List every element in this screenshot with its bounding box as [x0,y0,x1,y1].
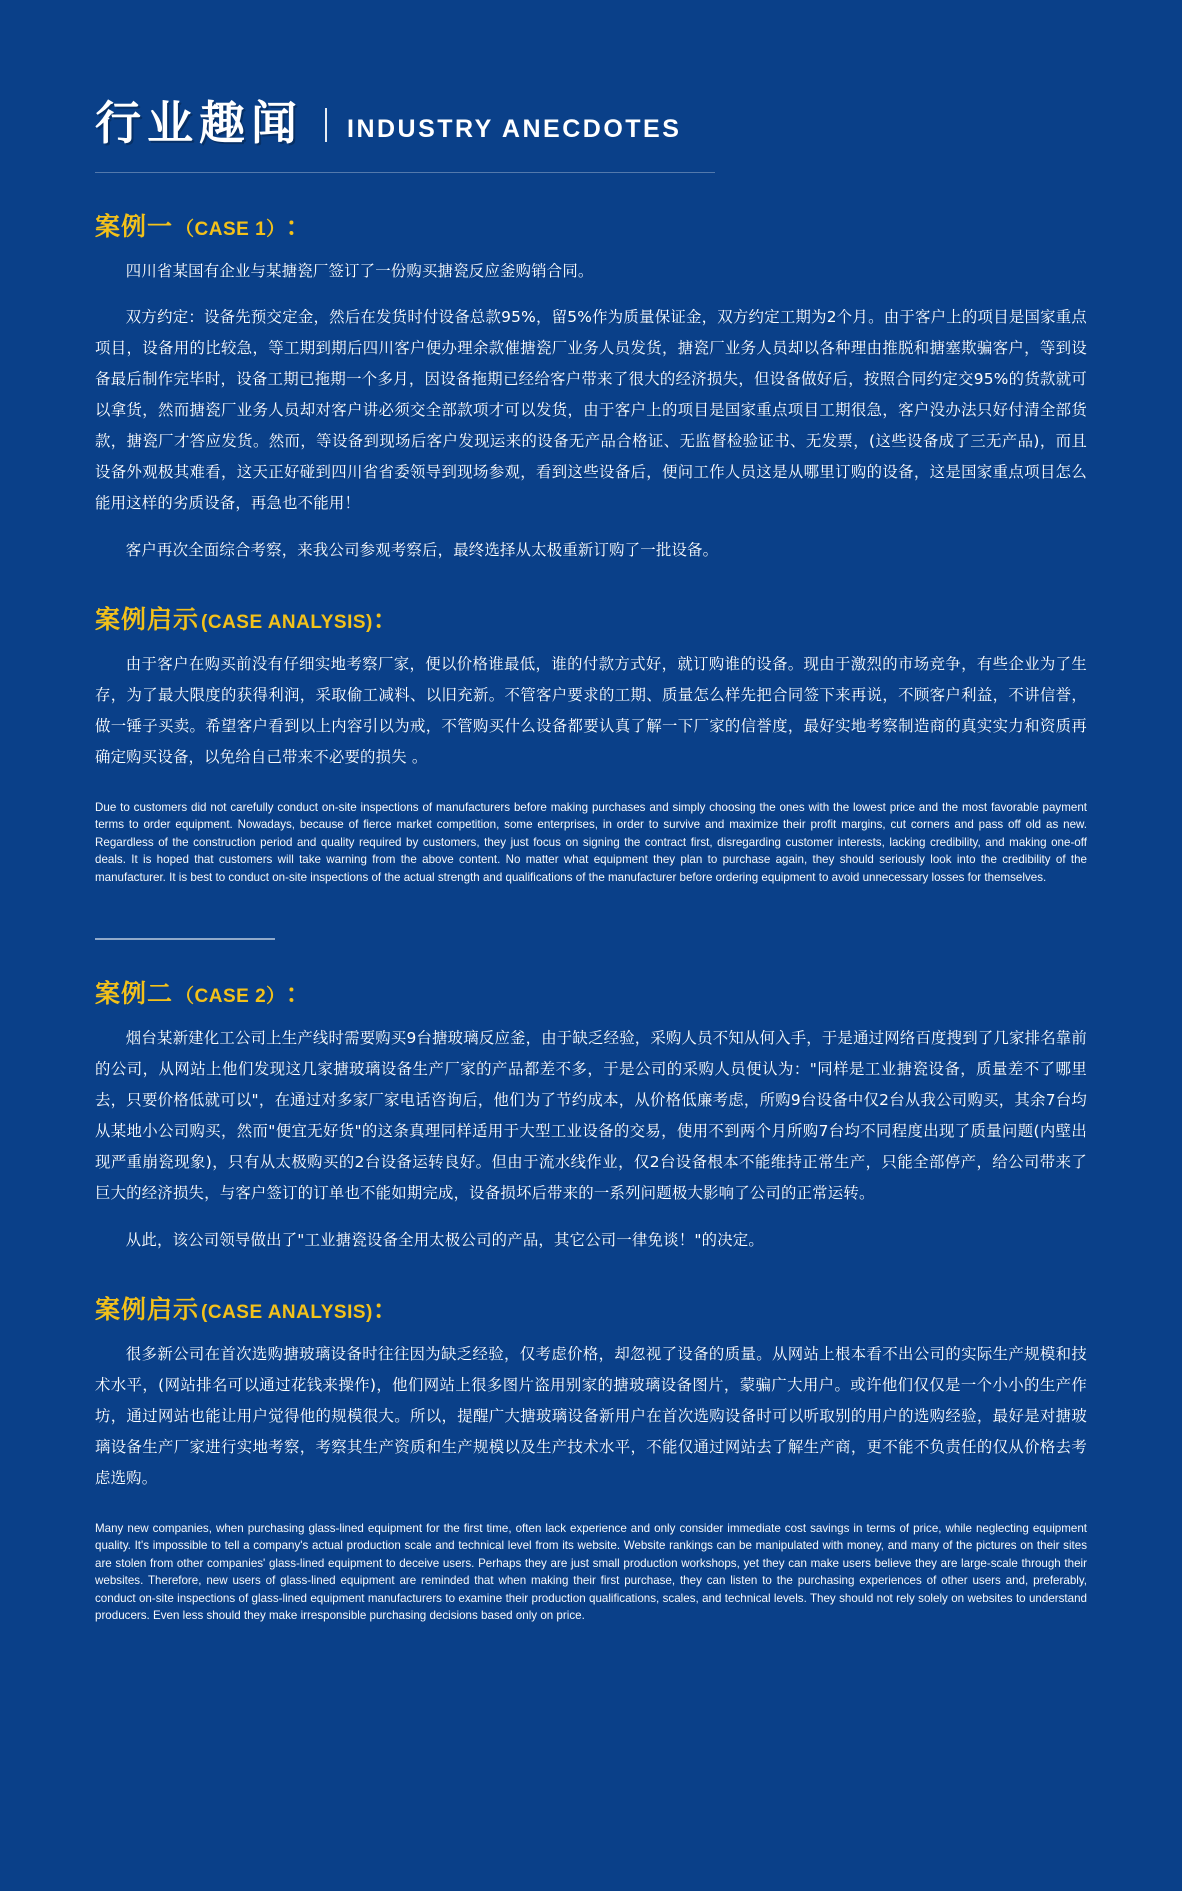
paragraph: 四川省某国有企业与某搪瓷厂签订了一份购买搪瓷反应釜购销合同。 [125,262,594,280]
paragraph: 很多新公司在首次选购搪玻璃设备时往往因为缺乏经验，仅考虑价格，却忽视了设备的质量。从网站上根本看不出公司的实际生产规模和技术水平，(网站排名可以通过花钱来操作)，他们网站上很多图片盗用别家的搪玻璃设备图片，蒙骗广大用户。或许他们仅仅是一个小小的生产作坊，通过网站也能让用户觉得他的规模很大。所以，提醒广大搪玻璃设备新用户在首次选购设备时可以听取别的用户的选购经验，最好是对搪玻璃设备生产厂家进行实地考察，考察其生产资质和生产规模以及生产技术水平，不能仅通过网站去了解生产商，更不能不负责任的仅从价格去考虑选购。 [95,1344,1087,1487]
paragraph: 烟台某新建化工公司上生产线时需要购买9台搪玻璃反应釜，由于缺乏经验，采购人员不知从何入手，于是通过网络百度搜到了几家排名靠前的公司，从网站上他们发现这几家搪玻璃设备生产厂家的产品都差不多，于是公司的采购人员便认为："同样是工业搪瓷设备，质量差不了哪里去，只要价格低就可以"，在通过对多家厂家电话咨询后，他们为了节约成本，从价格低廉考虑，所购9台设备中仅2台从我公司购买，其余7台均从某地小公司购买，然而"便宜无好货"的这条真理同样适用于大型工业设备的交易，使用不到两个月所购7台均不同程度出现了质量问题(内壁出现严重崩瓷现象)，只有从太极购买的2台设备运转良好。但由于流水线作业，仅2台设备根本不能维持正常生产，只能全部停产，给公司带来了巨大的经济损失，与客户签订的订单也不能如期完成，设备损坏后带来的一系列问题极大影响了公司的正常运转。 [95,1029,1087,1203]
section-title-cn: 案例一 [95,213,174,241]
section-title-en: （CASE 1） [175,219,286,240]
section-title-case-1 [95,215,1087,240]
page-title-en: INDUSTRY ANECDOTES [347,115,682,143]
paragraph: 客户再次全面综合考察，来我公司参观考察后，最终选择从太极重新订购了一批设备。 [125,540,719,559]
paragraph: 由于客户在购买前没有仔细实地考察厂家，便以价格谁最低，谁的付款方式好，就订购谁的设备。现由于激烈的市场竞争，有些企业为了生存，为了最大限度的获得利润，采取偷工减料、以旧充新。不管客户要求的工期、质量怎么样先把合同签下来再说，不顾客户利益，不讲信誉，做一锤子买卖。希望客户看到以上内容引以为戒，不管购买什么设备都要认真了解一下厂家的信誉度，最好实地考察制造商的真实实力和资质再确定购买设备，以免给自己带来不必要的损失 。 [95,654,1087,766]
section-title-case-2 [95,982,1087,1007]
section-title-cn: 案例启示 [95,1295,200,1324]
title-divider [325,108,327,142]
paragraph: 从此，该公司领导做出了"工业搪瓷设备全用太极公司的产品，其它公司一律免谈！"的决定。 [125,1230,764,1249]
section-title-case-analysis-1 [95,605,1087,634]
page-header [95,0,1087,148]
section-title-en: (CASE ANALYSIS) [201,1301,373,1323]
paragraph: 双方约定：设备先预交定金，然后在发货时付设备总款95%，留5%作为质量保证金，双方约定工期为2个月。由于客户上的项目是国家重点项目，设备用的比较急，等工期到期后四川客户便办理余款催搪瓷厂业务人员发货，搪瓷厂业务人员却以各种理由推脱和搪塞欺骗客户，等到设备最后制作完毕时，设备工期已拖期一个多月，因设备拖期已经给客户带来了很大的经济损失，但设备做好后，按照合同约定交95%的货款就可以拿货，然而搪瓷厂业务人员却对客户讲必须交全部款项才可以发货，由于客户上的项目是国家重点项目工期很急，客户没办法只好付清全部货款，搪瓷厂才答应发货。然而，等设备到现场后客户发现运来的设备无产品合格证、无监督检验证书、无发票，(这些设备成了三无产品)，而且设备外观极其难看，这天正好碰到四川省省委领导到现场参观，看到这些设备后，便问工作人员这是从哪里订购的设备，这是国家重点项目怎么能用这样的劣质设备，再急也不能用！ [95,308,1087,513]
section-separator [95,938,275,940]
page-title-cn: 行业趣闻 [95,96,303,150]
section-title-cn: 案例启示 [95,605,200,634]
section-title-colon: ： [372,1295,398,1324]
header-rule [95,172,715,173]
section-title-colon: ： [372,605,398,634]
section-title-case-analysis-2 [95,1295,1087,1324]
section-title-en: （CASE 2） [175,986,286,1008]
section-title-colon: ： [285,980,311,1009]
section-title-cn: 案例二 [95,980,174,1009]
english-translation: Due to customers did not carefully conduct on-site inspections of manufacturers before making purchases and simply choosing the ones with the lowest price and the most favorable payment terms to order equipment. Nowadays, because of fierce market competition, some enterprises, in order to survive and maximize their profit margins, cut corners and pass off old as new. Regardless of the construction period and quality required by customers, they just focus on signing the contract first, disregarding customer interests, lacking credibility, and making one-off deals. It is hoped that customers will take warning from the above content. No matter what equipment they plan to purchase again, they should seriously look into the credibility of the manufacturer. It is best to conduct on-site inspections of the actual strength and qualifications of the manufacturer before ordering equipment to avoid unnecessary losses for themselves. [95,800,1087,884]
section-title-colon: ： [285,213,311,241]
section-title-en: (CASE ANALYSIS) [201,611,373,633]
english-translation: Many new companies, when purchasing glass-lined equipment for the first time, often lack experience and only consider immediate cost savings in terms of price, while neglecting equipment quality. It's impossible to tell a company's actual production scale and technical level from its website. Website rankings can be manipulated with money, and many of the pictures on their sites are stolen from other companies' glass-lined equipment to deceive users. Perhaps they are just small production workshops, yet they can make users believe they are large-scale through their websites. Therefore, new users of glass-lined equipment are reminded that when making their first purchase, they can listen to the purchasing experiences of other users and, preferably, conduct on-site inspections of glass-lined equipment manufacturers to examine their production qualifications, scales, and technical levels. They should not rely solely on websites to understand producers. Even less should they make irresponsible purchasing decisions based only on price. [95,1521,1087,1623]
